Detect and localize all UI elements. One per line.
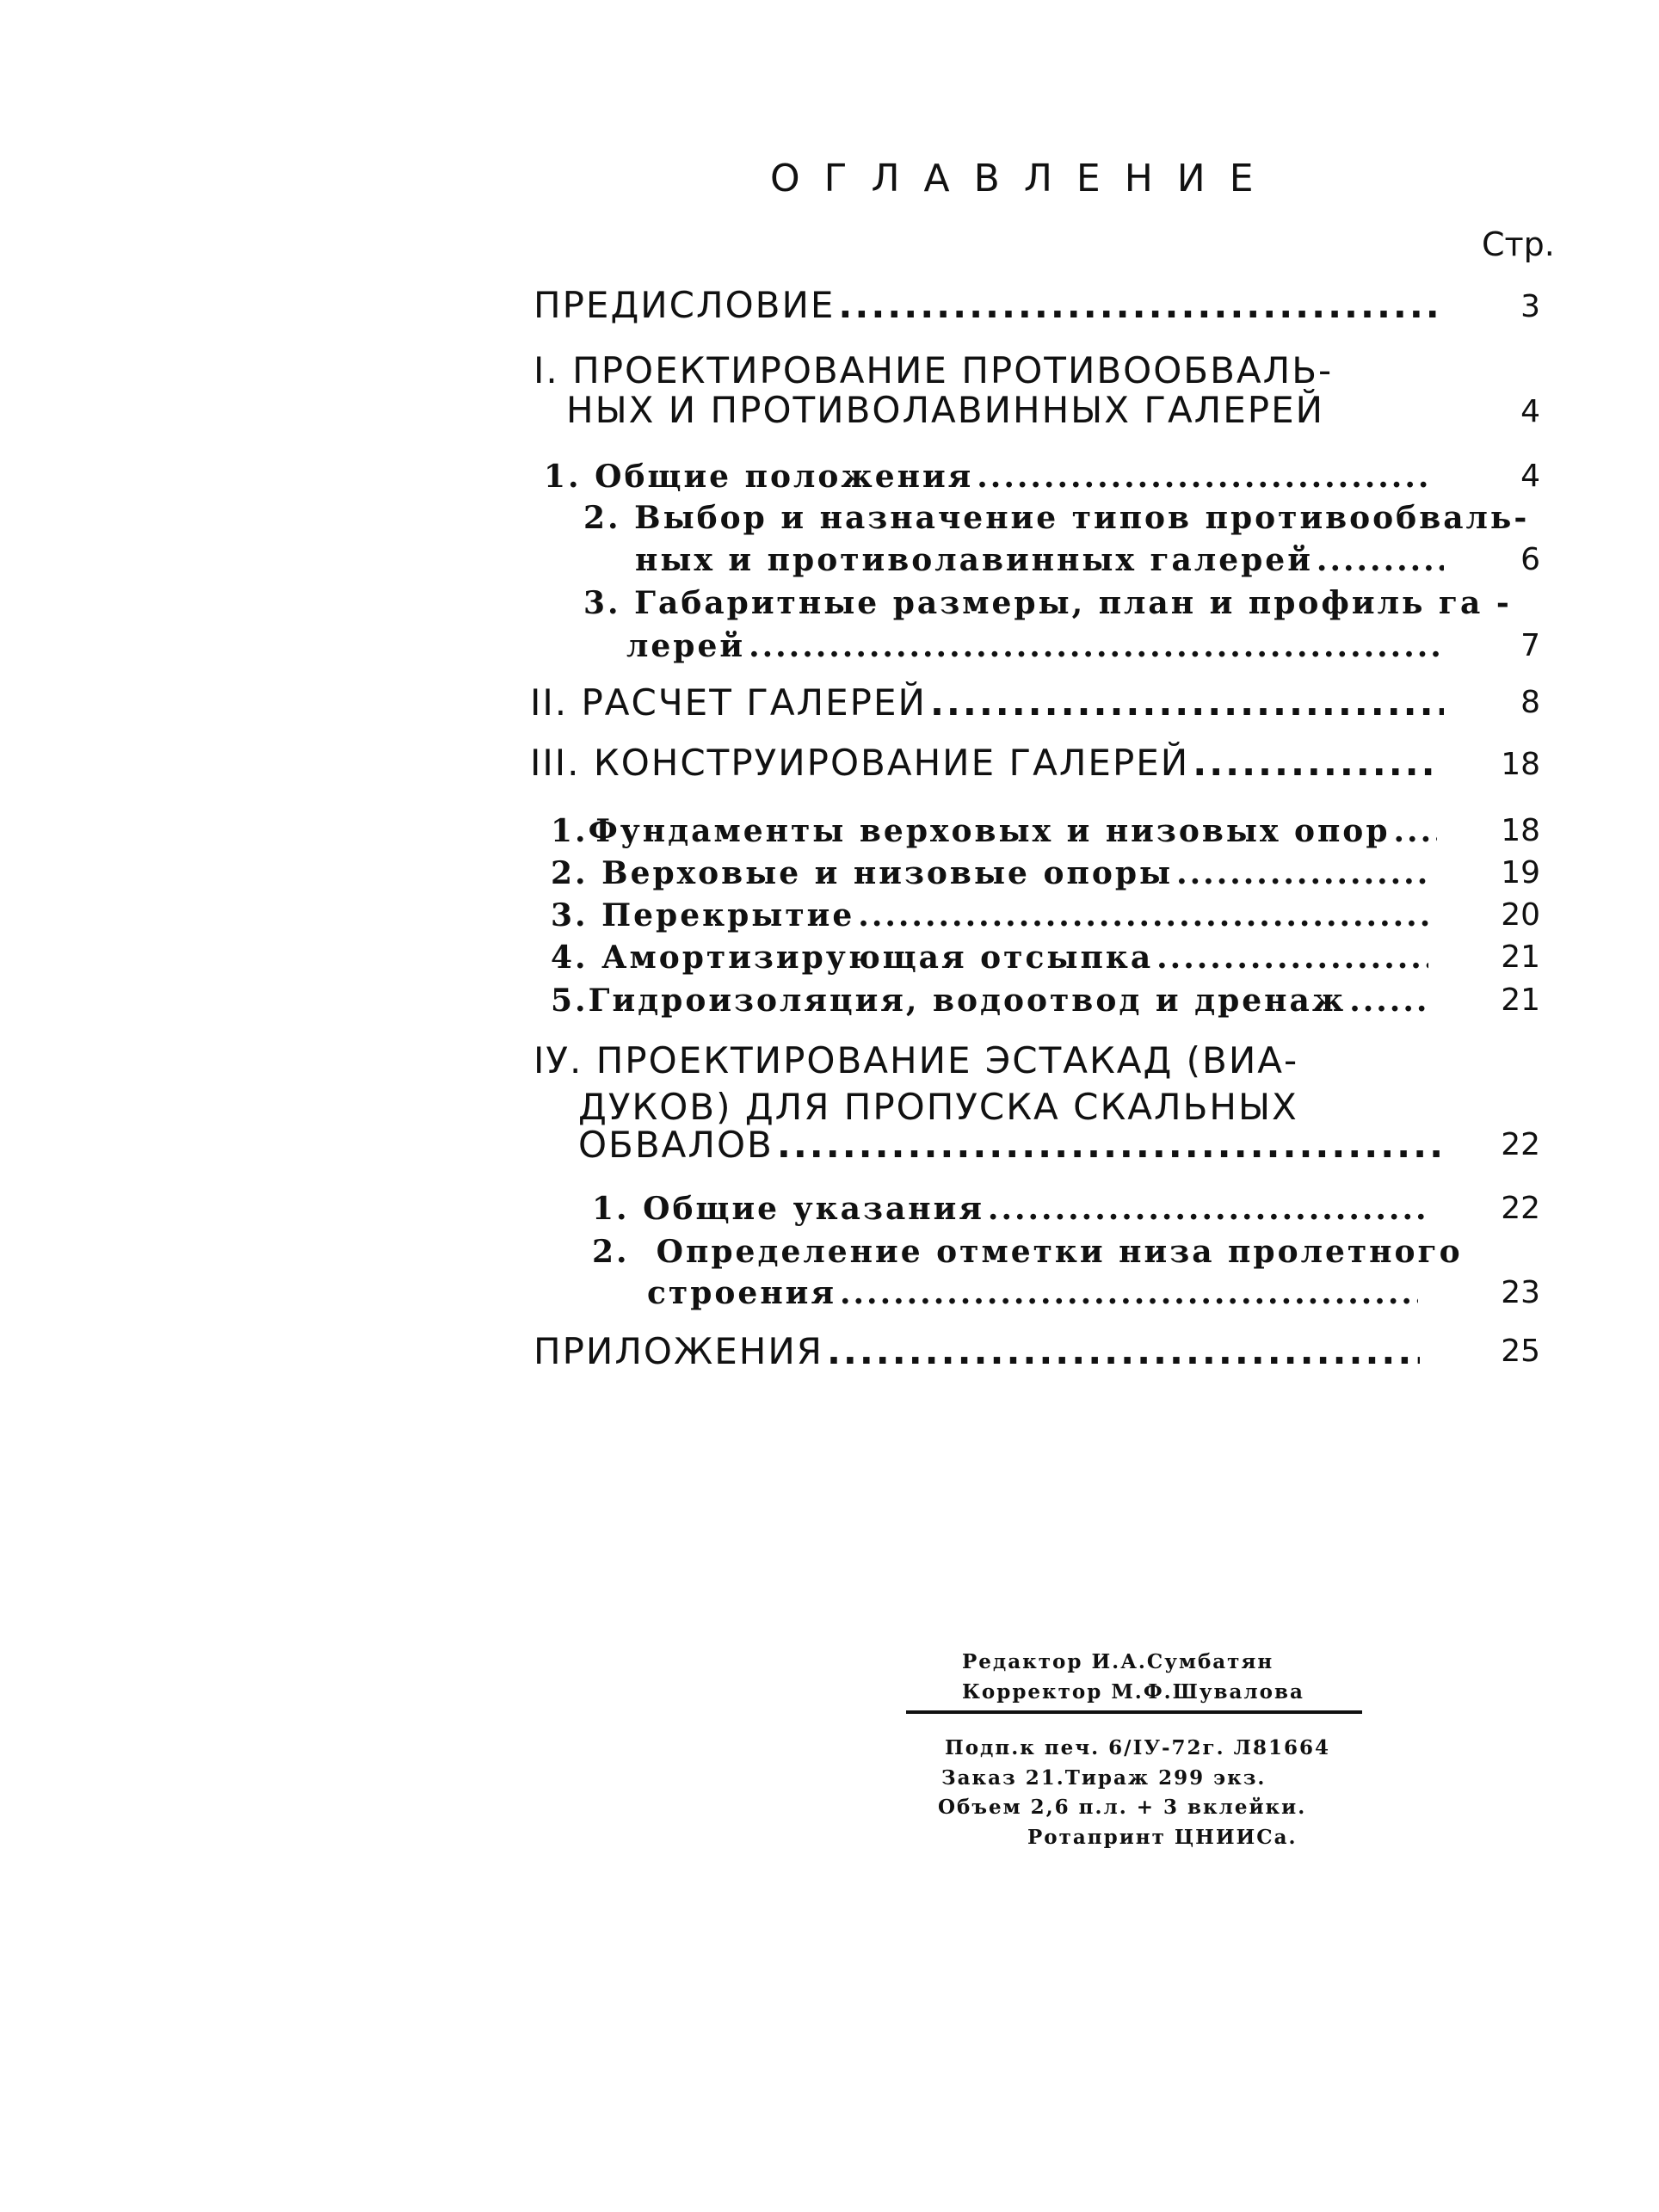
item-number: 2. [583,500,621,536]
section-number: I. [533,349,559,391]
toc-label: ПРОЕКТИРОВАНИЕ ПРОТИВООБВАЛЬ- [572,349,1334,391]
imprint-divider [906,1710,1362,1714]
imprint-press: Ротапринт ЦНИИСа. [1027,1826,1298,1849]
leader-dots [827,1330,1420,1372]
page-title: ОГЛАВЛЕНИЕ [770,157,1278,200]
item-number: 3. [583,585,621,621]
leader-dots [1349,983,1428,1019]
toc-page: 18 [1501,747,1540,782]
toc-page: 18 [1501,813,1540,848]
item-number: 2. [551,855,589,891]
toc-entry-4-1[interactable] [592,1191,1427,1227]
toc-page: 8 [1520,685,1540,720]
section-number: IУ. [533,1039,583,1081]
toc-entry-section-2[interactable] [530,681,1444,724]
toc-label-cont: ДУКОВ) ДЛЯ ПРОПУСКА СКАЛЬНЫХ [578,1086,1298,1128]
item-number: 1. [551,813,589,849]
toc-page: 23 [1501,1275,1540,1310]
toc-entry-4-2[interactable] [592,1234,1463,1270]
toc-page: 22 [1501,1127,1540,1162]
toc-label: Верховые и низовые опоры [601,855,1174,891]
toc-entry-section-4[interactable] [533,1039,1298,1081]
toc-page: 7 [1520,628,1540,663]
section-number: II. [530,681,569,724]
imprint-order: Заказ 21.Тираж 299 экз. [941,1766,1267,1790]
item-number: 1. [592,1191,630,1227]
toc-page: 6 [1520,542,1540,577]
toc-entry-3-3[interactable] [551,897,1433,933]
toc-entry-section-1[interactable] [533,349,1333,391]
leader-dots [840,1275,1418,1311]
toc-label: РАСЧЕТ ГАЛЕРЕЙ [581,681,927,724]
imprint-signed: Подп.к печ. 6/IУ-72г. Л81664 [945,1736,1331,1759]
toc-entry-section-3[interactable] [530,742,1435,784]
toc-label: лерей [626,628,746,664]
toc-label: Перекрытие [601,897,855,933]
toc-label: КОНСТРУИРОВАНИЕ ГАЛЕРЕЙ [593,742,1190,784]
toc-page: 21 [1501,983,1540,1018]
leader-dots [1394,813,1438,849]
toc-label-cont [626,628,1444,664]
toc-label: Гидроизоляция, водоотвод и дренаж [588,983,1347,1019]
toc-label: ПРЕДИСЛОВИЕ [533,284,836,326]
toc-entry-3-4[interactable] [551,940,1428,976]
item-number: 1. [544,459,582,495]
toc-label-cont [635,542,1444,578]
item-number: 4. [551,940,589,976]
leader-dots [1176,855,1428,891]
leader-dots [930,681,1444,724]
toc-label: Общие указания [643,1191,984,1227]
toc-entry-appendix[interactable] [533,1330,1420,1372]
toc-page: 20 [1501,897,1540,933]
toc-entry-3-2[interactable] [551,855,1428,891]
toc-label: Общие положения [595,459,974,495]
toc-label: ПРОЕКТИРОВАНИЕ ЭСТАКАД (ВИА- [595,1039,1299,1081]
toc-label-cont: НЫХ И ПРОТИВОЛАВИННЫХ ГАЛЕРЕЙ [566,389,1325,431]
page-column-label: Стр. [1482,225,1555,263]
toc-page: 3 [1520,289,1540,324]
toc-label: ных и противолавинных галерей [635,542,1313,578]
toc-label: ПРИЛОЖЕНИЯ [533,1330,823,1372]
toc-label-cont [578,1124,1446,1166]
leader-dots [838,284,1437,326]
leader-dots [1156,940,1428,976]
toc-page: 25 [1501,1334,1540,1369]
toc-label: Габаритные размеры, план и профиль га - [634,585,1512,621]
leader-dots [1317,542,1444,578]
toc-entry-3-1[interactable] [551,813,1437,849]
toc-page: 4 [1520,459,1540,494]
toc-label: Выбор и назначение типов противообваль- [634,500,1530,536]
toc-label: ОБВАЛОВ [578,1124,774,1166]
leader-dots [858,897,1433,933]
toc-label: Фундаменты верховых и низовых опор [588,813,1391,849]
section-number: III. [530,742,581,784]
toc-label: Определение отметки низа пролетного [656,1234,1463,1270]
toc-entry-1-1[interactable] [544,459,1430,495]
toc-label-cont [647,1275,1418,1311]
imprint-volume: Объем 2,6 п.л. + 3 вклейки. [938,1796,1307,1819]
toc-entry-1-3[interactable] [583,585,1512,621]
leader-dots [749,628,1444,664]
toc-label: Амортизирующая отсыпка [601,940,1154,976]
leader-dots [777,1124,1446,1166]
leader-dots [977,459,1430,495]
leader-dots [988,1191,1427,1227]
toc-entry-preface[interactable] [533,284,1437,326]
imprint-editor: Редактор И.А.Сумбатян [962,1650,1274,1673]
toc-label: строения [647,1275,836,1311]
toc-page: 21 [1501,940,1540,975]
toc-page: 19 [1501,855,1540,890]
toc-page: 22 [1501,1191,1540,1226]
toc-entry-3-5[interactable] [551,983,1428,1019]
imprint-corrector: Корректор М.Ф.Шувалова [962,1680,1304,1704]
toc-entry-1-2[interactable] [583,500,1529,536]
leader-dots [1193,742,1435,784]
item-number: 2. [592,1234,630,1270]
item-number: 3. [551,897,589,933]
toc-page: 4 [1520,394,1540,429]
item-number: 5. [551,983,589,1019]
